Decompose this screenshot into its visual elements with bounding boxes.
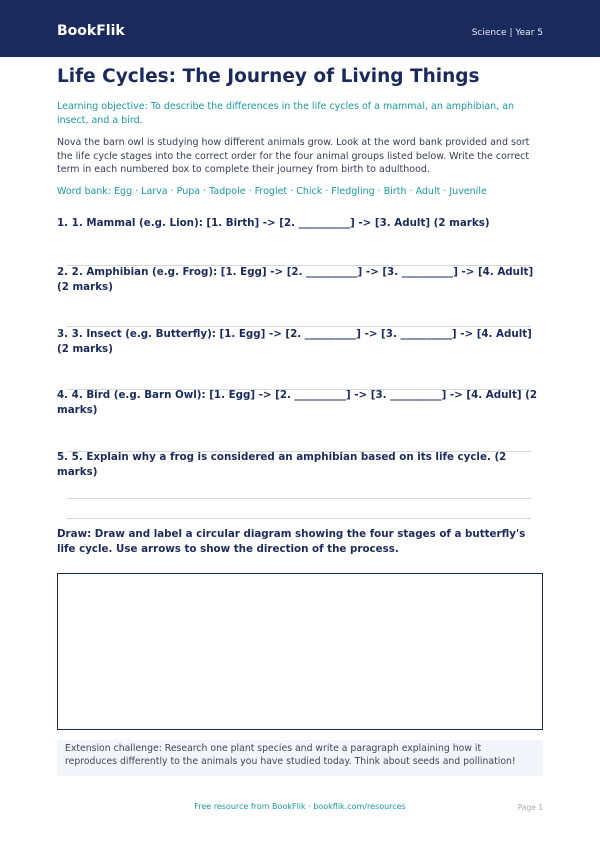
question-5: 5. 5. Explain why a frog is considered an amphibian based on its life cycle. (2 marks) (57, 451, 507, 478)
page-number: Page 1 (517, 803, 543, 812)
page-header (0, 0, 600, 57)
draw-task-prompt: Draw: Draw and label a circular diagram showing the four stages of a butterfly's life cycle. Use arrows to show the direction of the process. (57, 528, 526, 555)
worksheet-title: Life Cycles: The Journey of Living Things (57, 66, 480, 87)
question-3: 3. 3. Insect (e.g. Butterfly): [1. Egg] -> [2. __________] -> [3. __________] -> [4. Adult] (2 marks) (57, 328, 532, 355)
learning-objective: Learning objective: To describe the differences in the life cycles of a mammal, an amphibian, an insect, and a bird. (57, 101, 515, 126)
question-2: 2. 2. Amphibian (e.g. Frog): [1. Egg] -> [2. __________] -> [3. __________] -> [4. Adult] (2 marks) (57, 266, 534, 293)
brand-logo: BookFlik (57, 23, 125, 39)
footer-link[interactable]: Free resource from BookFlik · bookflik.com/resources (194, 802, 406, 811)
answer-line[interactable] (67, 518, 531, 519)
answer-line[interactable] (67, 498, 531, 499)
subject-year-label: Science | Year 5 (471, 28, 543, 38)
intro-text: Nova the barn owl is studying how different animals grow. Look at the word bank provided and sort the life cycle stages into the correct order for the four animal groups listed below. Write the correct term in each numbered box to complete their journey from birth to adulthood. (57, 137, 530, 175)
extension-challenge: Extension challenge: Research one plant species and write a paragraph explaining how it reproduces differently to the animals you have studied today. Think about seeds and pollination! (57, 740, 543, 776)
question-4: 4. 4. Bird (e.g. Barn Owl): [1. Egg] -> [2. __________] -> [3. __________] -> [4. Adult] (2 marks) (57, 389, 538, 416)
question-1: 1. 1. Mammal (e.g. Lion): [1. Birth] -> [2. __________] -> [3. Adult] (2 marks) (57, 217, 490, 229)
word-bank: Word bank: Egg · Larva · Pupa · Tadpole · Froglet · Chick · Fledgling · Birth · Adult · Juvenile (57, 186, 487, 197)
drawing-area[interactable] (57, 573, 543, 730)
